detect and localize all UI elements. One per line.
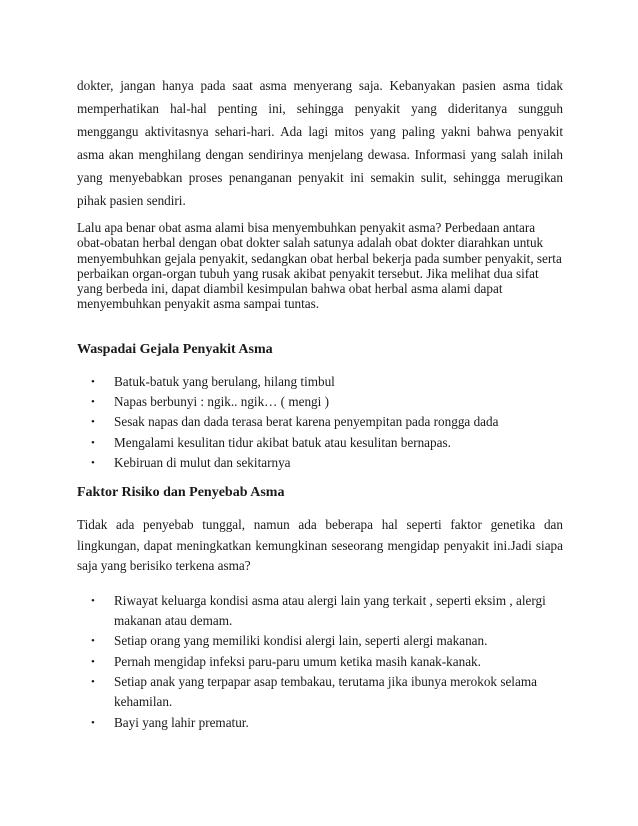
paragraph-herbal: Lalu apa benar obat asma alami bisa menyembuhkan penyakit asma? Perbedaan antara obat-obatan herbal dengan obat dokter salah satunya adalah obat dokter diarahkan untuk menyembuhkan gejala penyakit, sedangkan obat herbal bekerja pada sumber penyakit, serta perbaikan organ-organ tubuh yang rusak akibat penyakit tersebut. Jika melihat dua sifat yang berbeda ini, dapat diambil kesimpulan bahwa obat herbal asma alami dapat menyembuhkan penyakit asma sampai tuntas. [77, 220, 562, 312]
bullet-icon: • [91, 375, 95, 388]
risk-list [77, 591, 563, 733]
bullet-icon: • [91, 655, 95, 668]
list-item: • Napas berbunyi : ngik.. ngik… ( mengi ) [77, 392, 563, 412]
bullet-icon: • [91, 436, 95, 449]
heading-risk-factors: Faktor Risiko dan Penyebab Asma [77, 485, 285, 501]
bullet-icon: • [91, 675, 95, 688]
list-item: • Riwayat keluarga kondisi asma atau alergi lain yang terkait , seperti eksim , alergi makanan atau demam. [91, 592, 546, 629]
bullet-icon: • [91, 594, 95, 607]
list-item: • Kebiruan di mulut dan sekitarnya [77, 453, 563, 473]
document-body [77, 74, 563, 733]
paragraph-intro: dokter, jangan hanya pada saat asma menyerang saja. Kebanyakan pasien asma tidak memperhatikan hal-hal penting ini, sehingga penyakit yang dideritanya sungguh menggangu aktivitasnya sehari-hari. Ada lagi mitos yang paling yakni bahwa penyakit asma akan menghilang dengan sendirinya menjelang dewasa. Informasi yang salah inilah yang menyebabkan proses penanganan penyakit ini semakin sulit, sehingga merugikan pihak pasien sendiri. [77, 78, 563, 208]
symptom-list [77, 372, 563, 473]
list-item: • Setiap orang yang memiliki kondisi alergi lain, seperti alergi makanan. [77, 631, 563, 651]
bullet-icon: • [91, 396, 95, 409]
bullet-icon: • [91, 416, 95, 429]
list-item: • Bayi yang lahir prematur. [77, 713, 563, 733]
bullet-icon: • [91, 635, 95, 648]
heading-symptoms: Waspadai Gejala Penyakit Asma [77, 341, 273, 357]
list-item: • Sesak napas dan dada terasa berat karena penyempitan pada rongga dada [77, 412, 563, 432]
bullet-icon: • [91, 716, 95, 729]
list-item: • Setiap anak yang terpapar asap tembakau, terutama jika ibunya merokok selama kehamilan. [91, 673, 537, 710]
list-item: • Pernah mengidap infeksi paru-paru umum ketika masih kanak-kanak. [77, 652, 563, 672]
bullet-icon: • [91, 456, 95, 469]
list-item: • Batuk-batuk yang berulang, hilang timbul [77, 372, 563, 392]
paragraph-causes: Tidak ada penyebab tunggal, namun ada beberapa hal seperti faktor genetika dan lingkungan, dapat meningkatkan kemungkinan seseorang mengidap penyakit ini.Jadi siapa saja yang berisiko terkena asma? [77, 517, 563, 574]
list-item: • Mengalami kesulitan tidur akibat batuk atau kesulitan bernapas. [77, 433, 563, 453]
